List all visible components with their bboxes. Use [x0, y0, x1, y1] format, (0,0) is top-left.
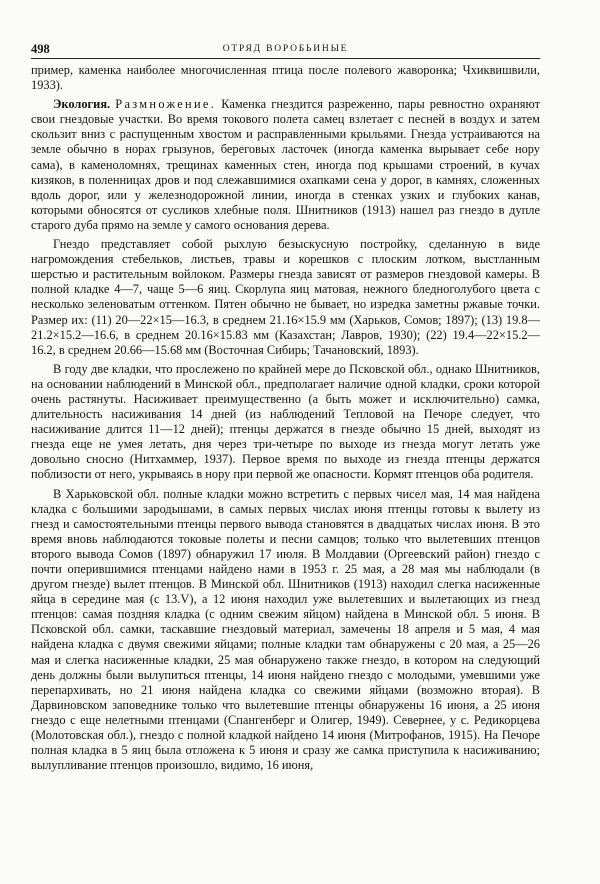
subsection-heading-reproduction: Размножение. [115, 97, 217, 112]
paragraph-ecology-text: Каменка гнездится разреженно, пары ревностно охраняют свои гнездовые участки. Во время токового полета самец взлетает с песней в воздух и затем скользит вниз с распущенным хвостом и расправленными крыльями. Гнезда устраиваются на земле обычно в норах грызунов, береговых ласточек (иногда каменка вырывает себе нору сама), в каменоломнях, трещинах каменных стен, иногда под крышами строений, в кучах кизяков, в поленницах дров и под слежавшимися охапками сена у дорог, в камнях, сложенных вдоль дорог, или у железнодорожной линии, иногда в стенках узких и глубоких канав, которыми обносятся от сусликов хлебные поля. Шнитников (1913) нашел раз гнездо в дупле старого дуба прямо на земле у самого основания дерева. [31, 97, 540, 232]
paragraph-continuation: пример, каменка наиболее многочисленная птица после полевого жаворонка; Чхиквишвили, 1933). [31, 63, 540, 93]
paragraph-clutches: В году две кладки, что прослежено по крайней мере до Псковской обл., однако Шнитников, на основании наблюдений в Минской обл., предполагает наличие одной кладки, сроки которой очень растянуты. Насиживает преимущественно (а быть может и исключительно) самка, длительность насиживания 14 дней (из наблюдений Тепловой на Печоре следует, что насиживание длится 11—12 дней); птенцы держатся в гнезде обычно 15 дней, выходят из гнезда еще не умея летать, дня через три-четыре по выходе из гнезда могут летать уже довольно сносно (Нитхаммер, 1937). Первое время по выходе из гнезда птенцы держатся поблизости от него, укрываясь в нору при первой же опасности. Кормят птенцов оба родителя. [31, 361, 540, 482]
running-title: ОТРЯД ВОРОБЬИНЫЕ [222, 44, 349, 54]
paragraph-regional-dates: В Харьковской обл. полные кладки можно встретить с первых чисел мая, 14 мая найдена кладка с большими зародышами, в самых первых числах июня птенцы готовы к вылету из гнезд и самостоятельными птенцы первого вывода становятся в двадцатых числах июня. В это время вновь наблюдаются токовые полеты и песни самцов; только что вылетевших птенцов второго вывода Сомов (1897) обнаружил 17 июля. В Молдавии (Оргеевский район) гнездо с почти оперившимися птенцами найдено нами в 1953 г. 25 мая, а 28 мая мы наблюдали (в другом гнезде) вылет птенцов. В Минской обл. Шнитников (1913) находил слегка насиженные яйца в середине мая (с 13.V), а 12 июня находил уже вылетевших и вылетающих из гнезд птенцов: самая поздняя кладка (с одним свежим яйцом) найдена в Минской обл. 5 июня. В Псковской обл. самки, таскавшие гнездовый материал, замечены 18 апреля и 5 мая, 4 мая найдена кладка с двумя свежими яйцами; полные кладки там обнаружены с 20 мая, а 25—26 мая и слегка насиженные кладки, 25 мая обнаружено также гнездо, в котором на следующий день должны были вылупиться птенцы, 14 июня найдено гнездо с молодыми, умевшими уже перепархивать, но 21 июня найдена кладка со свежими яйцами (возможно вторая). В Дарвиновском заповеднике только что вылетевшие птенцы обнаружены 16 июня, а 25 июня гнездо с еще нелетными птенцами (Спангенберг и Олигер, 1949). Севернее, у с. Редикорцева (Молотовская обл.), гнездо с полной кладкой найдено 14 июня (Митрофанов, 1915). На Печоре полная кладка в 5 яиц была отложена к 5 июня и сразу же самка приступила к насиживанию; вылупливание птенцов произошло, видимо, 16 июня, [31, 486, 540, 773]
paragraph-nest: Гнездо представляет собой рыхлую безыскусную постройку, сделанную в виде нагромождения стебельков, листьев, травы и корешков с плоским лотком, выстланным шерстью и растительным войлоком. Размеры гнезда зависят от размеров гнездовой камеры. В полной кладке 4—7, чаще 5—6 яиц. Скорлупа яиц матовая, нежного бледноголубого цвета с несколько зеленоватым оттенком. Пятен обычно не бывает, но изредка заметны ржавые точки. Размер их: (11) 20—22×15—16.3, в среднем 21.16×15.9 мм (Харьков, Сомов; 1897); (13) 19.8—21.2×15.2—16.6, в среднем 20.16×15.83 мм (Казахстан; Лавров, 1930); (22) 19.4—22×15.2—16.2, в среднем 20.66—15.68 мм (Восточная Сибирь; Тачановский, 1893). [31, 237, 540, 357]
page-number: 498 [31, 42, 50, 56]
section-heading-ecology: Экология. [53, 97, 111, 112]
body-text [31, 63, 540, 777]
paragraph-ecology [31, 97, 540, 233]
page-header [31, 42, 540, 59]
